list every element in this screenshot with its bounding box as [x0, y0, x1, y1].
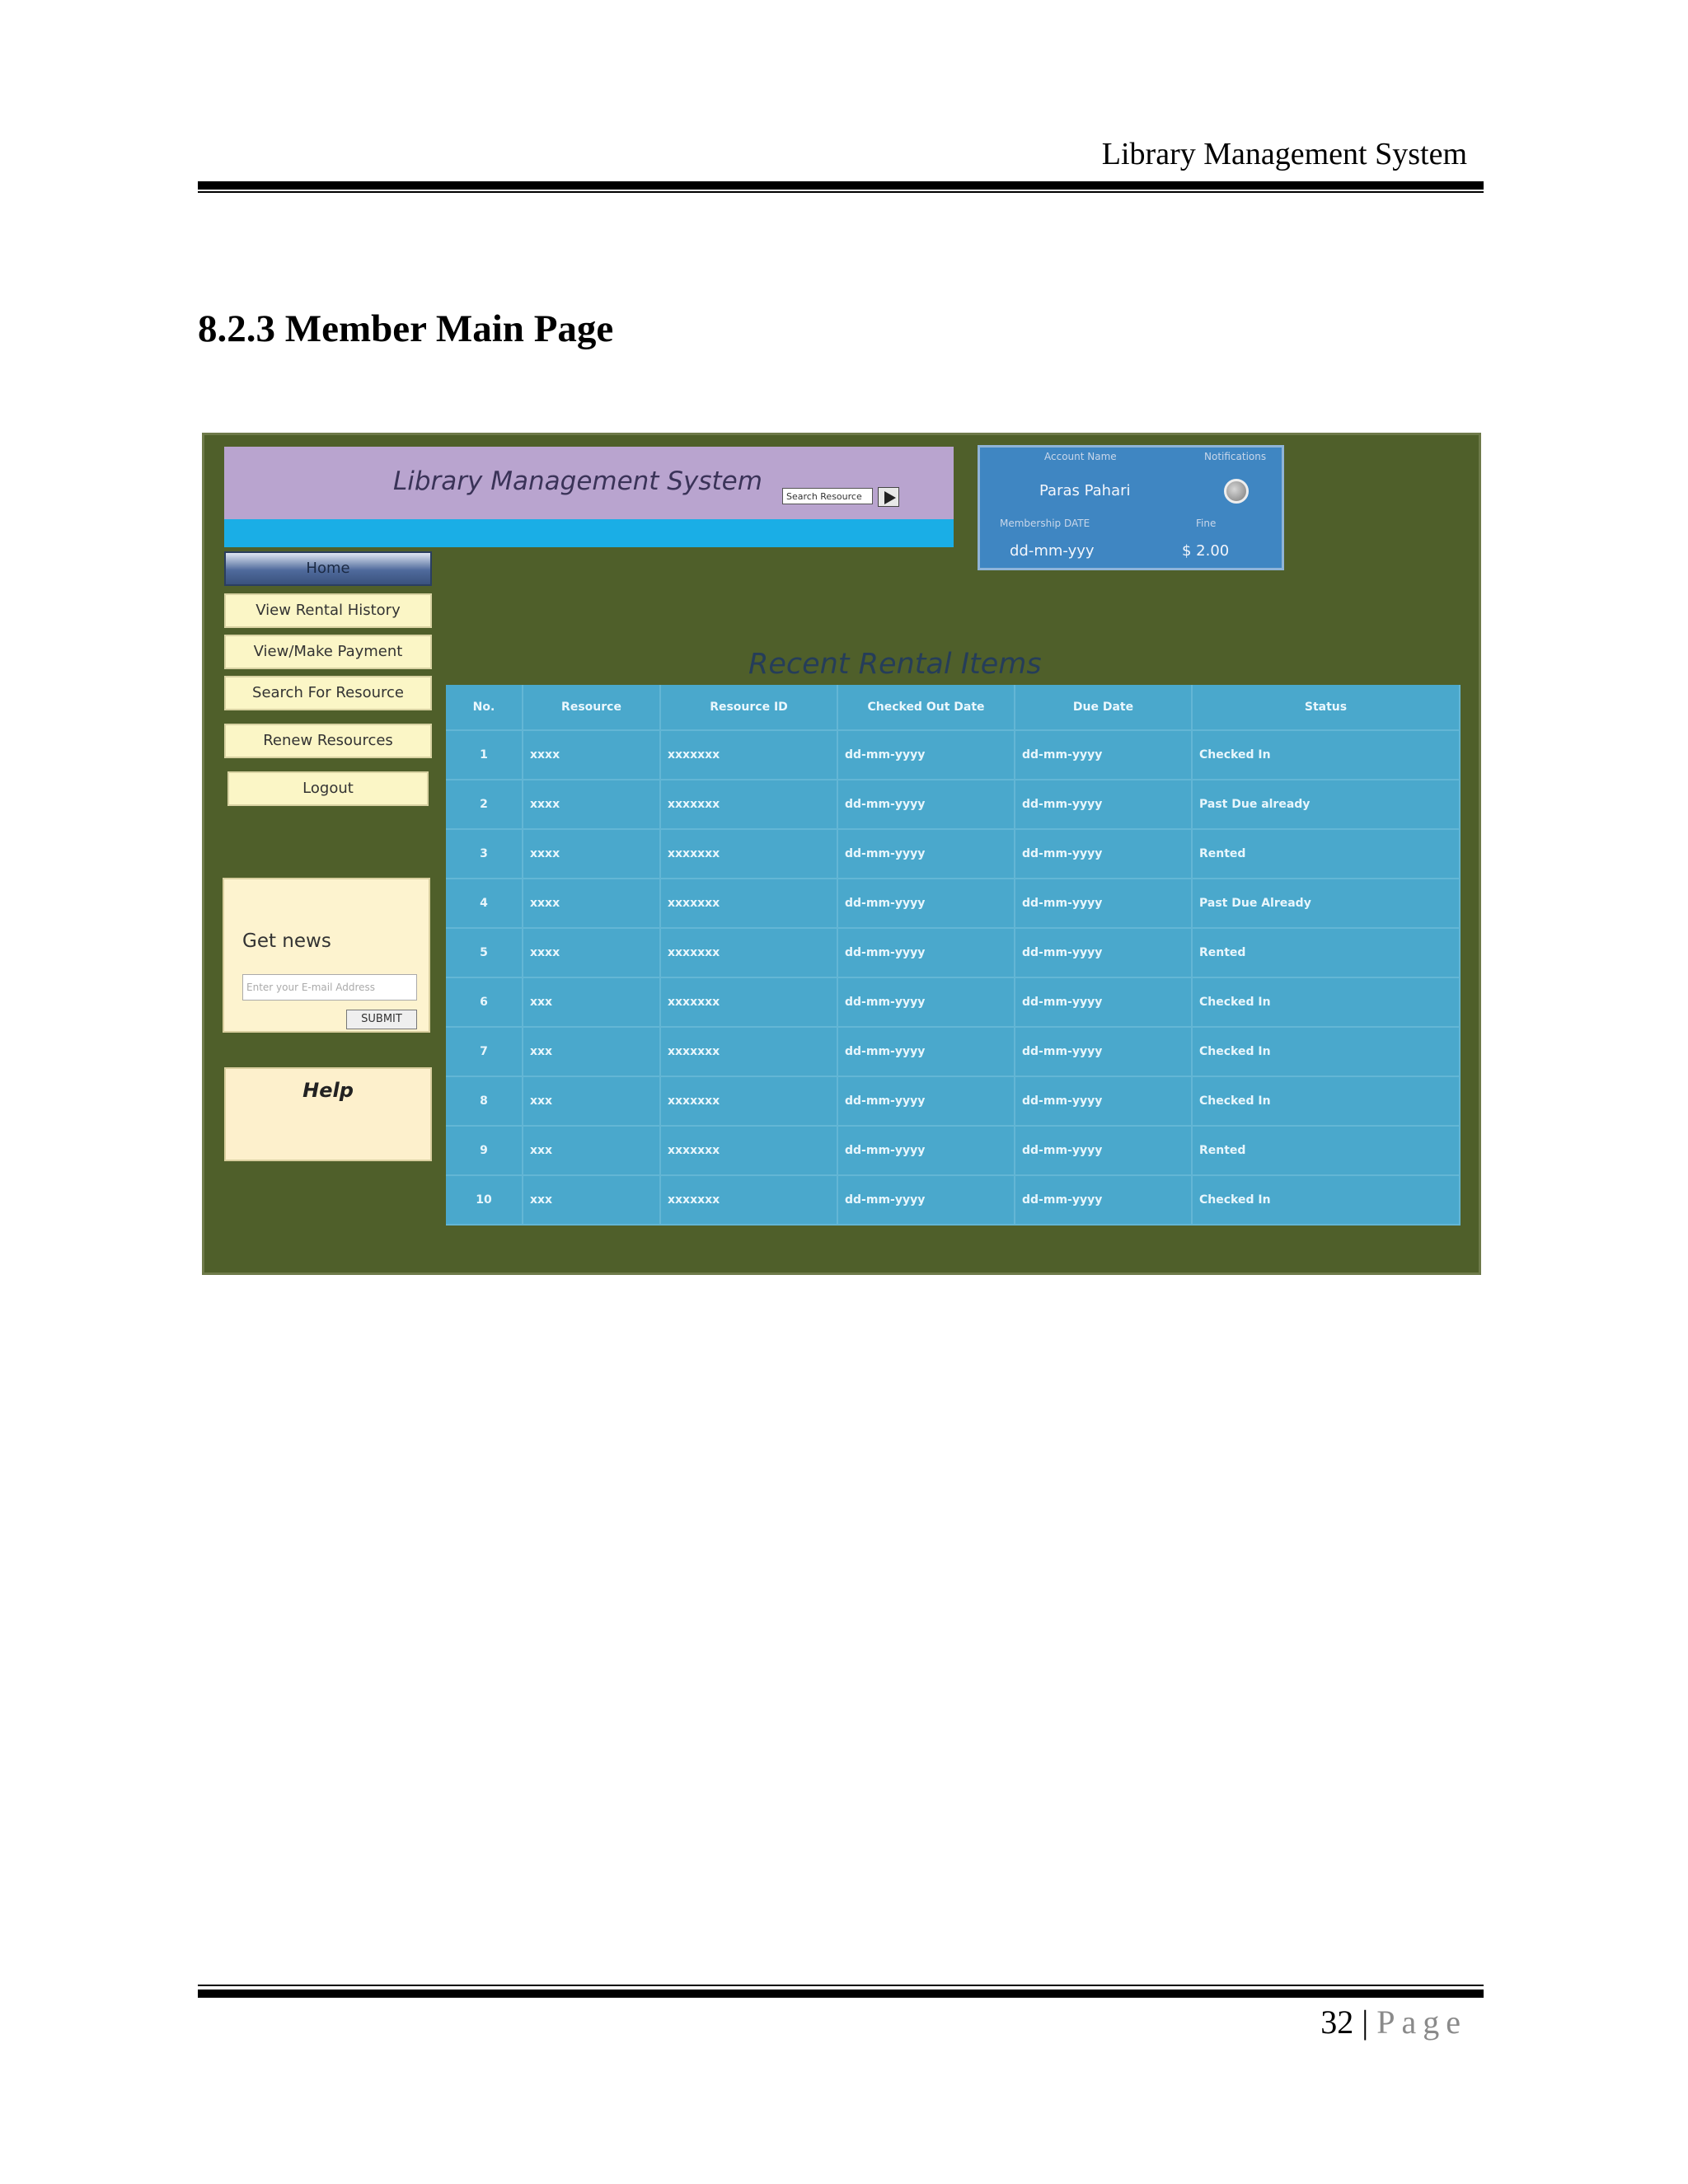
table-row [446, 780, 1460, 829]
table-cell: xxxx [523, 730, 660, 780]
table-cell: xxxxxxx [660, 928, 837, 977]
footer-rule-thick [198, 1990, 1484, 1998]
table-cell: xxxxxxx [660, 829, 837, 879]
column-header: Resource [523, 685, 660, 730]
table-cell: dd-mm-yyyy [837, 829, 1015, 879]
rental-table-body [446, 730, 1460, 1225]
table-cell: dd-mm-yyyy [837, 879, 1015, 928]
fine-label: Fine [1196, 518, 1217, 529]
table-cell: Checked In [1192, 1027, 1460, 1076]
table-row [446, 879, 1460, 928]
news-signup-box [223, 878, 430, 1033]
table-cell: dd-mm-yyyy [1015, 1175, 1192, 1225]
table-cell: Past Due already [1192, 780, 1460, 829]
nav-search-for-resource-button[interactable]: Search For Resource [224, 676, 432, 710]
table-cell: xxx [523, 977, 660, 1027]
table-cell: 9 [446, 1126, 523, 1175]
table-cell: dd-mm-yyyy [1015, 1126, 1192, 1175]
membership-date: dd-mm-yyy [1010, 542, 1095, 560]
table-header-row [446, 685, 1460, 730]
table-cell: Checked In [1192, 1175, 1460, 1225]
table-cell: dd-mm-yyyy [837, 730, 1015, 780]
table-cell: dd-mm-yyyy [837, 1126, 1015, 1175]
table-cell: 8 [446, 1076, 523, 1126]
nav-renew-resources-button[interactable]: Renew Resources [224, 724, 432, 758]
table-cell: xxxxxxx [660, 977, 837, 1027]
nav-view-rental-history-button[interactable]: View Rental History [224, 593, 432, 628]
member-main-page-mockup [202, 433, 1481, 1275]
footer-rule-thin [198, 1985, 1484, 1986]
section-title: 8.2.3 Member Main Page [198, 307, 614, 350]
banner-title: Library Management System [393, 466, 762, 496]
table-cell: 7 [446, 1027, 523, 1076]
account-name: Paras Pahari [1039, 482, 1131, 499]
table-cell: dd-mm-yyyy [837, 928, 1015, 977]
table-cell: dd-mm-yyyy [1015, 1076, 1192, 1126]
table-cell: xxxxxxx [660, 1175, 837, 1225]
help-title: Help [302, 1079, 354, 1102]
table-cell: xxx [523, 1126, 660, 1175]
table-row [446, 977, 1460, 1027]
table-cell: xxxxxxx [660, 879, 837, 928]
table-cell: dd-mm-yyyy [1015, 1027, 1192, 1076]
page-separator: | [1362, 2004, 1369, 2041]
table-cell: 10 [446, 1175, 523, 1225]
table-cell: xxxxxxx [660, 730, 837, 780]
column-header: Checked Out Date [837, 685, 1015, 730]
table-cell: 4 [446, 879, 523, 928]
table-row [446, 1076, 1460, 1126]
table-row [446, 1027, 1460, 1076]
table-cell: xxxxxxx [660, 1076, 837, 1126]
table-cell: xxx [523, 1027, 660, 1076]
fine-amount: $ 2.00 [1182, 542, 1230, 560]
table-cell: 3 [446, 829, 523, 879]
column-header: Due Date [1015, 685, 1192, 730]
table-cell: dd-mm-yyyy [837, 780, 1015, 829]
page-label: Page [1376, 2004, 1467, 2041]
table-cell: dd-mm-yyyy [1015, 730, 1192, 780]
column-header: No. [446, 685, 523, 730]
column-header: Status [1192, 685, 1460, 730]
nav-logout-button[interactable]: Logout [227, 771, 429, 806]
table-cell: dd-mm-yyyy [837, 977, 1015, 1027]
rental-items-table [446, 685, 1461, 1226]
table-cell: xxx [523, 1076, 660, 1126]
table-cell: Past Due Already [1192, 879, 1460, 928]
header-rule-thick [198, 181, 1484, 190]
table-cell: 5 [446, 928, 523, 977]
nav-view-make-payment-button[interactable]: View/Make Payment [224, 635, 432, 669]
table-cell: Checked In [1192, 1076, 1460, 1126]
table-row [446, 829, 1460, 879]
news-submit-button[interactable]: SUBMIT [346, 1010, 417, 1029]
column-header: Resource ID [660, 685, 837, 730]
table-cell: dd-mm-yyyy [1015, 780, 1192, 829]
table-cell: xxxx [523, 879, 660, 928]
table-cell: dd-mm-yyyy [1015, 928, 1192, 977]
running-header: Library Management System [1101, 137, 1467, 171]
table-cell: xxxxxxx [660, 780, 837, 829]
table-cell: xxxx [523, 928, 660, 977]
account-panel [978, 445, 1284, 570]
news-email-input[interactable]: Enter your E-mail Address [242, 974, 417, 1001]
table-row [446, 1175, 1460, 1225]
table-cell: xxxxxxx [660, 1027, 837, 1076]
table-cell: Checked In [1192, 730, 1460, 780]
table-cell: dd-mm-yyyy [1015, 829, 1192, 879]
table-cell: xxxx [523, 829, 660, 879]
site-banner [224, 447, 954, 519]
table-row [446, 730, 1460, 780]
page-number: 32 [1320, 2004, 1354, 2041]
search-arrow-icon[interactable] [878, 487, 899, 507]
news-title: Get news [242, 930, 331, 952]
table-cell: dd-mm-yyyy [837, 1027, 1015, 1076]
table-cell: dd-mm-yyyy [1015, 977, 1192, 1027]
table-cell: Rented [1192, 829, 1460, 879]
table-cell: 1 [446, 730, 523, 780]
table-row [446, 1126, 1460, 1175]
notification-icon[interactable] [1224, 479, 1249, 504]
table-cell: Rented [1192, 928, 1460, 977]
account-name-label: Account Name [1044, 451, 1117, 462]
search-resource-input[interactable]: Search Resource [782, 488, 873, 504]
table-cell: xxxxxxx [660, 1126, 837, 1175]
table-row [446, 928, 1460, 977]
table-cell: dd-mm-yyyy [837, 1175, 1015, 1225]
help-box[interactable] [224, 1067, 432, 1161]
page-number-footer [198, 2003, 1484, 2041]
banner-strip [224, 519, 954, 547]
table-cell: 2 [446, 780, 523, 829]
table-cell: Rented [1192, 1126, 1460, 1175]
table-cell: xxx [523, 1175, 660, 1225]
rental-table-title: Recent Rental Items [748, 648, 1042, 681]
table-cell: dd-mm-yyyy [837, 1076, 1015, 1126]
table-cell: dd-mm-yyyy [1015, 879, 1192, 928]
nav-home-button[interactable]: Home [224, 551, 432, 586]
header-rule-thin [198, 191, 1484, 193]
table-cell: xxxx [523, 780, 660, 829]
table-cell: Checked In [1192, 977, 1460, 1027]
membership-date-label: Membership DATE [1000, 518, 1090, 529]
table-cell: 6 [446, 977, 523, 1027]
notifications-label: Notifications [1204, 451, 1267, 462]
